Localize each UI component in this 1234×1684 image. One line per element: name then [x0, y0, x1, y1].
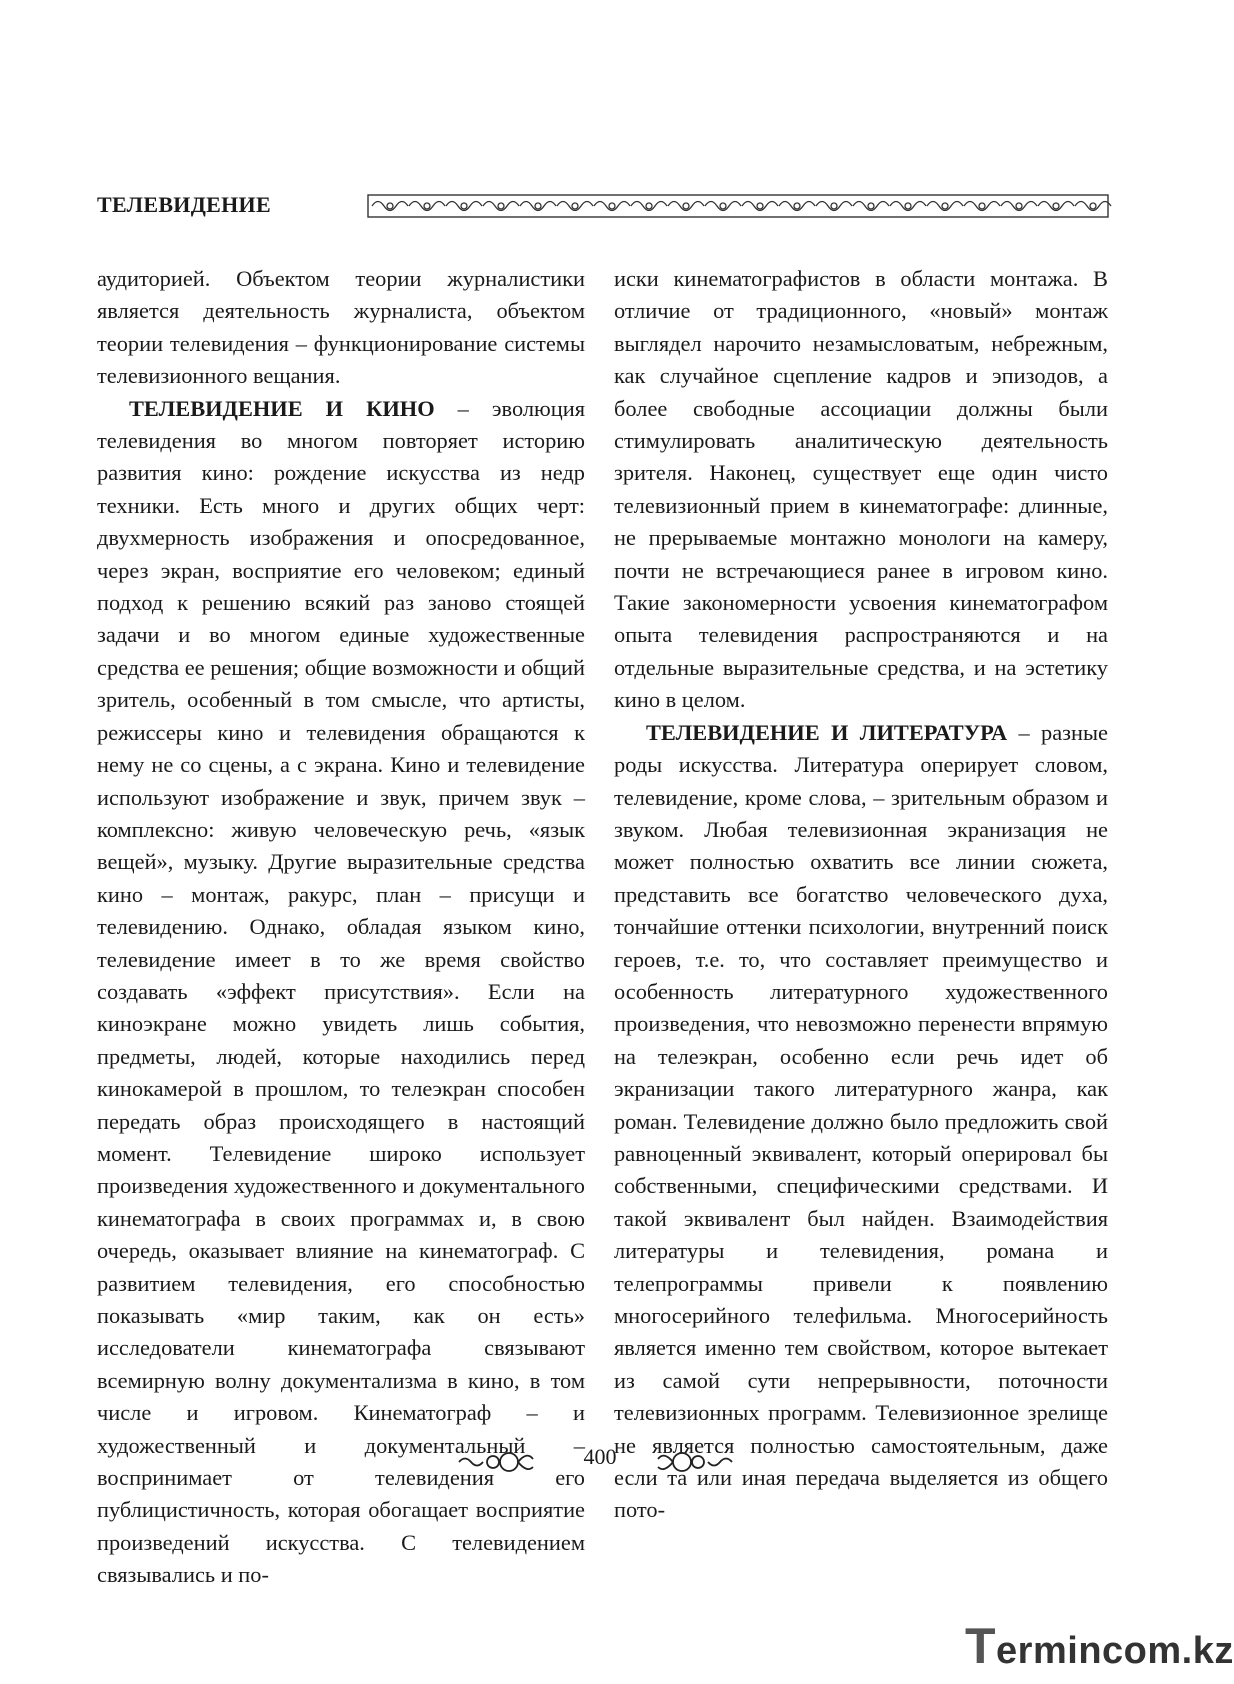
ornament-dot [461, 203, 467, 209]
ornament-dot [424, 203, 430, 209]
ornament-dot [979, 203, 985, 209]
ornament-dot [794, 203, 800, 209]
ornament-dot [1090, 203, 1096, 209]
site-watermark-logo: Termincom.kz [965, 1618, 1234, 1674]
footer-flourish-right-icon [656, 1445, 736, 1479]
entry-text: – эволюция телевидения во многом повторяет историю развития кино: рождение искусства из недр техники. Есть много и других общих черт: двухмерность изображения и опосредованное, через экран, восприятие его человеком; единый подход к решению всякий раз заново стоящей задачи и во многом единые художественные средства ее решения; общие возможности и общий зритель, особенный в том смысле, что артисты, режиссеры кино и телевидения обращаются к нему не со сцены, а с экрана. Кино и телевидение используют изображение и звук, причем звук – комплексно: живую человеческую речь, «язык вещей», музыку. Другие выразительные средства кино – монтаж, ракурс, план – присущи и телевидению. Однако, обладая языком кино, телевидение имеет в то же время свойство создавать «эффект присутствия». Если на киноэкране можно увидеть лишь события, предметы, людей, которые находились перед кинокамерой в прошлом, то телеэкран способен передать образ происходящего в настоящий момент. Телевидение широко использует произведения художественного и документального кинематографа в своих программах и, в свою очередь, оказывает влияние на кинематограф. С развитием телевидения, его способностью показывать «мир таким, как он есть» исследователи кинематографа связывают всемирную волну документализма в кино, в том числе и игровом. Кинематограф – и художественный и документальный – воспринимает от телевидения его публицистичность, которая обогащает восприятие произведений искусства. С телевидением связывались и по- [97, 395, 586, 1588]
entry-term: ТЕЛЕВИДЕНИЕ И ЛИТЕРАТУРА [646, 719, 1008, 745]
paragraph-continuation: иски кинематографистов в области монтажа. В отличие от традиционного, «новый» монтаж выглядел нарочито незамысловатым, небрежным, как случайное сцепление кадров и эпизодов, а более свободные ассоциации должны были стимулировать аналитическую деятельность зрителя. Наконец, существует еще один чисто телевизионный прием в кинематографе: длинные, не прерываемые монтажно монологи на камеру, почти не встречающиеся ранее в игровом кино. Такие закономерности усвоения кинематографом опыта телевидения распространяются и на отдельные выразительные средства, и на эстетику кино в целом. [614, 266, 1108, 713]
right-column [614, 263, 1108, 1527]
ornament-dot [609, 203, 615, 209]
ornament-dot [1053, 203, 1059, 209]
entry-television-and-cinema [97, 393, 585, 1592]
entry-television-and-literature [614, 717, 1108, 1527]
ornament-dot [757, 203, 763, 209]
ornament-dot [646, 203, 652, 209]
entry-term: ТЕЛЕВИДЕНИЕ И КИНО [129, 395, 435, 421]
running-title: ТЕЛЕВИДЕНИЕ [97, 192, 271, 217]
ornament-dot [498, 203, 504, 209]
ornament-dot [942, 203, 948, 209]
ornament-dot [720, 203, 726, 209]
ornament-dot [831, 203, 837, 209]
left-column [97, 263, 585, 1592]
footer-flourish-left-icon [455, 1445, 535, 1479]
paragraph-continuation: аудиторией. Объектом теории журналистики является деятельность журналиста, объектом теории телевидения – функционирование системы телевизионного вещания. [97, 266, 585, 389]
page-number: 400 [583, 1444, 617, 1469]
header-ornament-band [368, 194, 1108, 218]
ornament-dot [572, 203, 578, 209]
entry-text: – разные роды искусства. Литература оперирует словом, телевидение, кроме слова, – зрительным образом и звуком. Любая телевизионная экранизация не может полностью охватить все линии сюжета, представить все богатство человеческого духа, тончайшие оттенки психологии, внутренний поиск героев, т.е. то, что составляет преимущество и особенность литературного художественного произведения, что невозможно перенести впрямую на телеэкран, особенно если речь идет об экранизации такого литературного жанра, как роман. Телевидение должно было предложить свой равноценный эквивалент, который оперировал бы собственными, специфическими средствами. И такой эквивалент был найден. Взаимодействия литературы и телевидения, романа и телепрограммы привели к появлению многосерийного телефильма. Многосерийность является именно тем свойством, которое вытекает из самой сути непрерывности, поточности телевизионных программ. Телевизионное зрелище не является полностью самостоятельным, даже если та или иная передача выделяется из общего пото- [614, 719, 1108, 1523]
ornament-dot [387, 203, 393, 209]
ornament-dot [683, 203, 689, 209]
ornament-dot [905, 203, 911, 209]
ornament-dot [1016, 203, 1022, 209]
ornament-dot [868, 203, 874, 209]
ornament-dot [535, 203, 541, 209]
